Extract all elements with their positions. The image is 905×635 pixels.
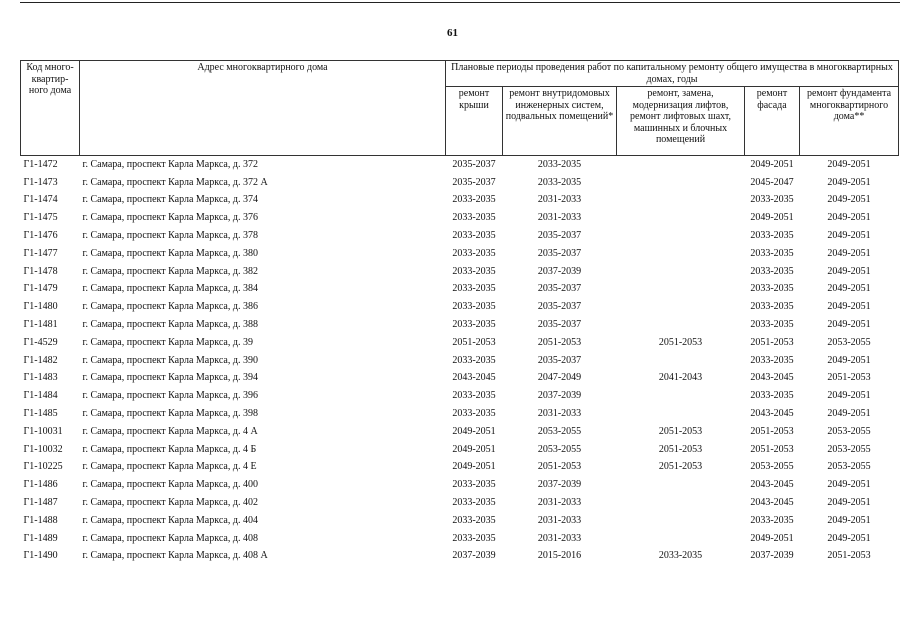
roof-period-cell: 2051-2053 — [452, 336, 496, 348]
foundation-period-cell: 2049-2051 — [827, 283, 871, 295]
foundation-period-cell: 2049-2051 — [827, 230, 871, 242]
systems-period-cell: 2035-2037 — [537, 283, 582, 295]
table-row — [21, 316, 899, 334]
header-code: Код много-квартир-ного дома — [21, 61, 80, 156]
table-row — [21, 334, 899, 352]
systems-period-cell: 2035-2037 — [537, 354, 582, 366]
foundation-period-cell: 2049-2051 — [827, 514, 871, 526]
address-cell: г. Самара, проспект Карла Маркса, д. 396 — [82, 390, 258, 402]
code-cell: Г1-1476 — [23, 230, 58, 242]
roof-period-cell: 2049-2051 — [452, 425, 496, 437]
code-cell: Г1-1479 — [23, 283, 58, 295]
address-cell: г. Самара, проспект Карла Маркса, д. 404 — [82, 514, 258, 526]
code-cell: Г1-1481 — [23, 319, 58, 331]
elevators-period-cell — [617, 352, 745, 370]
facade-period-cell: 2043-2045 — [750, 497, 794, 509]
table-row — [21, 370, 899, 388]
table-row — [21, 298, 899, 316]
systems-period-cell: 2037-2039 — [537, 390, 582, 402]
roof-period-cell: 2033-2035 — [452, 354, 496, 366]
foundation-period-cell: 2051-2053 — [827, 372, 871, 384]
code-cell: Г1-1480 — [23, 301, 58, 313]
elevators-period-cell: 2051-2053 — [658, 336, 703, 348]
header-facade: ремонт фасада — [745, 87, 800, 156]
code-cell: Г1-1483 — [23, 372, 58, 384]
systems-period-cell: 2051-2053 — [537, 336, 582, 348]
systems-period-cell: 2015-2016 — [537, 550, 582, 562]
systems-period-cell: 2035-2037 — [537, 301, 582, 313]
address-cell: г. Самара, проспект Карла Маркса, д. 388 — [82, 319, 258, 331]
facade-period-cell: 2049-2051 — [750, 532, 794, 544]
code-cell: Г1-1486 — [23, 479, 58, 491]
systems-period-cell: 2035-2037 — [537, 230, 582, 242]
systems-period-cell: 2053-2055 — [537, 443, 582, 455]
code-cell: Г1-1490 — [23, 550, 58, 562]
foundation-period-cell: 2053-2055 — [827, 443, 871, 455]
systems-period-cell: 2031-2033 — [537, 408, 582, 420]
code-cell: Г1-1478 — [23, 265, 58, 277]
address-cell: г. Самара, проспект Карла Маркса, д. 382 — [82, 265, 258, 277]
header-periods: Плановые периоды проведения работ по капитальному ремонту общего имущества в многоквартирных домах, годы — [446, 61, 899, 87]
code-cell: Г1-1477 — [23, 247, 58, 259]
foundation-period-cell: 2049-2051 — [827, 532, 871, 544]
facade-period-cell: 2051-2053 — [750, 336, 794, 348]
address-cell: г. Самара, проспект Карла Маркса, д. 394 — [82, 372, 258, 384]
code-cell: Г1-10225 — [23, 461, 63, 473]
systems-period-cell: 2051-2053 — [537, 461, 582, 473]
systems-period-cell: 2037-2039 — [537, 479, 582, 491]
foundation-period-cell: 2049-2051 — [827, 408, 871, 420]
foundation-period-cell: 2049-2051 — [827, 479, 871, 491]
elevators-period-cell — [617, 209, 745, 227]
roof-period-cell: 2033-2035 — [452, 230, 496, 242]
address-cell: г. Самара, проспект Карла Маркса, д. 4 Е — [82, 461, 257, 473]
elevators-period-cell — [617, 298, 745, 316]
roof-period-cell: 2033-2035 — [452, 283, 496, 295]
table-row — [21, 476, 899, 494]
elevators-period-cell: 2033-2035 — [658, 550, 703, 562]
address-cell: г. Самара, проспект Карла Маркса, д. 380 — [82, 247, 258, 259]
roof-period-cell: 2043-2045 — [452, 372, 496, 384]
roof-period-cell: 2035-2037 — [452, 176, 496, 188]
facade-period-cell: 2033-2035 — [750, 390, 794, 402]
roof-period-cell: 2049-2051 — [452, 461, 496, 473]
facade-period-cell: 2043-2045 — [750, 372, 794, 384]
elevators-period-cell — [617, 263, 745, 281]
address-cell: г. Самара, проспект Карла Маркса, д. 408 — [82, 532, 258, 544]
code-cell: Г1-1484 — [23, 390, 58, 402]
elevators-period-cell: 2051-2053 — [658, 461, 703, 473]
elevators-period-cell — [617, 530, 745, 548]
foundation-period-cell: 2053-2055 — [827, 336, 871, 348]
address-cell: г. Самара, проспект Карла Маркса, д. 372 — [82, 158, 258, 170]
roof-period-cell: 2033-2035 — [452, 514, 496, 526]
address-cell: г. Самара, проспект Карла Маркса, д. 372 А — [82, 176, 268, 188]
table-row — [21, 441, 899, 459]
code-cell: Г1-10031 — [23, 425, 63, 437]
header-elevators: ремонт, замена, модернизация лифтов, ремонт лифтовых шахт, машинных и блочных помещений — [617, 87, 745, 156]
roof-period-cell: 2035-2037 — [452, 158, 496, 170]
table-row — [21, 423, 899, 441]
table-row — [21, 387, 899, 405]
facade-period-cell: 2051-2053 — [750, 425, 794, 437]
facade-period-cell: 2033-2035 — [750, 354, 794, 366]
systems-period-cell: 2053-2055 — [537, 425, 582, 437]
roof-period-cell: 2033-2035 — [452, 247, 496, 259]
header-systems: ремонт внутридомовых инженерных систем, подвальных помещений* — [503, 87, 617, 156]
systems-period-cell: 2031-2033 — [537, 514, 582, 526]
table-row — [21, 209, 899, 227]
elevators-period-cell — [617, 174, 745, 192]
roof-period-cell: 2033-2035 — [452, 479, 496, 491]
systems-period-cell: 2031-2033 — [537, 532, 582, 544]
roof-period-cell: 2033-2035 — [452, 497, 496, 509]
address-cell: г. Самара, проспект Карла Маркса, д. 398 — [82, 408, 258, 420]
foundation-period-cell: 2049-2051 — [827, 390, 871, 402]
address-cell: г. Самара, проспект Карла Маркса, д. 400 — [82, 479, 258, 491]
table-row — [21, 227, 899, 245]
foundation-period-cell: 2051-2053 — [827, 550, 871, 562]
code-cell: Г1-4529 — [23, 336, 58, 348]
address-cell: г. Самара, проспект Карла Маркса, д. 39 — [82, 336, 253, 348]
code-cell: Г1-1472 — [23, 158, 58, 170]
header-address: Адрес многоквартирного дома — [80, 61, 446, 156]
elevators-period-cell — [617, 405, 745, 423]
roof-period-cell: 2033-2035 — [452, 390, 496, 402]
roof-period-cell: 2033-2035 — [452, 319, 496, 331]
facade-period-cell: 2033-2035 — [750, 283, 794, 295]
table-row — [21, 548, 899, 566]
facade-period-cell: 2049-2051 — [750, 212, 794, 224]
table-row — [21, 281, 899, 299]
elevators-period-cell: 2041-2043 — [658, 372, 703, 384]
code-cell: Г1-1475 — [23, 212, 58, 224]
address-cell: г. Самара, проспект Карла Маркса, д. 384 — [82, 283, 258, 295]
table-row — [21, 156, 899, 174]
elevators-period-cell — [617, 476, 745, 494]
table-row — [21, 530, 899, 548]
foundation-period-cell: 2049-2051 — [827, 194, 871, 206]
address-cell: г. Самара, проспект Карла Маркса, д. 4 Б — [82, 443, 257, 455]
systems-period-cell: 2031-2033 — [537, 212, 582, 224]
elevators-period-cell: 2051-2053 — [658, 425, 703, 437]
systems-period-cell: 2035-2037 — [537, 247, 582, 259]
foundation-period-cell: 2049-2051 — [827, 212, 871, 224]
foundation-period-cell: 2049-2051 — [827, 497, 871, 509]
table-row — [21, 494, 899, 512]
header-foundation: ремонт фундамента многоквартирного дома** — [800, 87, 899, 156]
systems-period-cell: 2035-2037 — [537, 319, 582, 331]
code-cell: Г1-1487 — [23, 497, 58, 509]
elevators-period-cell — [617, 316, 745, 334]
table-row — [21, 174, 899, 192]
address-cell: г. Самара, проспект Карла Маркса, д. 390 — [82, 354, 258, 366]
systems-period-cell: 2031-2033 — [537, 497, 582, 509]
table-row — [21, 263, 899, 281]
roof-period-cell: 2037-2039 — [452, 550, 496, 562]
facade-period-cell: 2033-2035 — [750, 247, 794, 259]
systems-period-cell: 2033-2035 — [537, 158, 582, 170]
foundation-period-cell: 2049-2051 — [827, 301, 871, 313]
foundation-period-cell: 2049-2051 — [827, 247, 871, 259]
systems-period-cell: 2033-2035 — [537, 176, 582, 188]
table-row — [21, 405, 899, 423]
roof-period-cell: 2033-2035 — [452, 301, 496, 313]
table-row — [21, 192, 899, 210]
roof-period-cell: 2033-2035 — [452, 532, 496, 544]
code-cell: Г1-1482 — [23, 354, 58, 366]
systems-period-cell: 2031-2033 — [537, 194, 582, 206]
elevators-period-cell — [617, 387, 745, 405]
elevators-period-cell — [617, 192, 745, 210]
elevators-period-cell — [617, 512, 745, 530]
header-roof: ремонт крыши — [446, 87, 503, 156]
systems-period-cell: 2037-2039 — [537, 265, 582, 277]
address-cell: г. Самара, проспект Карла Маркса, д. 374 — [82, 194, 258, 206]
code-cell: Г1-1474 — [23, 194, 58, 206]
table-row — [21, 512, 899, 530]
address-cell: г. Самара, проспект Карла Маркса, д. 408 А — [82, 550, 268, 562]
code-cell: Г1-1489 — [23, 532, 58, 544]
foundation-period-cell: 2049-2051 — [827, 265, 871, 277]
facade-period-cell: 2033-2035 — [750, 319, 794, 331]
elevators-period-cell: 2051-2053 — [658, 443, 703, 455]
foundation-period-cell: 2053-2055 — [827, 425, 871, 437]
table-row — [21, 245, 899, 263]
address-cell: г. Самара, проспект Карла Маркса, д. 4 А — [82, 425, 258, 437]
facade-period-cell: 2043-2045 — [750, 479, 794, 491]
address-cell: г. Самара, проспект Карла Маркса, д. 386 — [82, 301, 258, 313]
table-body — [21, 156, 899, 566]
code-cell: Г1-1488 — [23, 514, 58, 526]
elevators-period-cell — [617, 281, 745, 299]
roof-period-cell: 2033-2035 — [452, 408, 496, 420]
facade-period-cell: 2033-2035 — [750, 194, 794, 206]
facade-period-cell: 2033-2035 — [750, 301, 794, 313]
facade-period-cell: 2033-2035 — [750, 514, 794, 526]
facade-period-cell: 2033-2035 — [750, 265, 794, 277]
roof-period-cell: 2033-2035 — [452, 194, 496, 206]
foundation-period-cell: 2049-2051 — [827, 319, 871, 331]
code-cell: Г1-10032 — [23, 443, 63, 455]
code-cell: Г1-1485 — [23, 408, 58, 420]
roof-period-cell: 2033-2035 — [452, 265, 496, 277]
roof-period-cell: 2033-2035 — [452, 212, 496, 224]
table-row — [21, 352, 899, 370]
elevators-period-cell — [617, 245, 745, 263]
address-cell: г. Самара, проспект Карла Маркса, д. 378 — [82, 230, 258, 242]
foundation-period-cell: 2053-2055 — [827, 461, 871, 473]
facade-period-cell: 2053-2055 — [750, 461, 794, 473]
roof-period-cell: 2049-2051 — [452, 443, 496, 455]
foundation-period-cell: 2049-2051 — [827, 158, 871, 170]
facade-period-cell: 2037-2039 — [750, 550, 794, 562]
table-row — [21, 459, 899, 477]
top-rule — [20, 2, 900, 3]
elevators-period-cell — [617, 227, 745, 245]
facade-period-cell: 2045-2047 — [750, 176, 794, 188]
elevators-period-cell — [617, 494, 745, 512]
facade-period-cell: 2049-2051 — [750, 158, 794, 170]
facade-period-cell: 2033-2035 — [750, 230, 794, 242]
address-cell: г. Самара, проспект Карла Маркса, д. 376 — [82, 212, 258, 224]
elevators-period-cell — [617, 156, 745, 174]
facade-period-cell: 2051-2053 — [750, 443, 794, 455]
page-number: 61 — [447, 27, 458, 39]
foundation-period-cell: 2049-2051 — [827, 176, 871, 188]
capital-repair-table — [20, 60, 899, 565]
code-cell: Г1-1473 — [23, 176, 58, 188]
foundation-period-cell: 2049-2051 — [827, 354, 871, 366]
facade-period-cell: 2043-2045 — [750, 408, 794, 420]
systems-period-cell: 2047-2049 — [537, 372, 582, 384]
address-cell: г. Самара, проспект Карла Маркса, д. 402 — [82, 497, 258, 509]
